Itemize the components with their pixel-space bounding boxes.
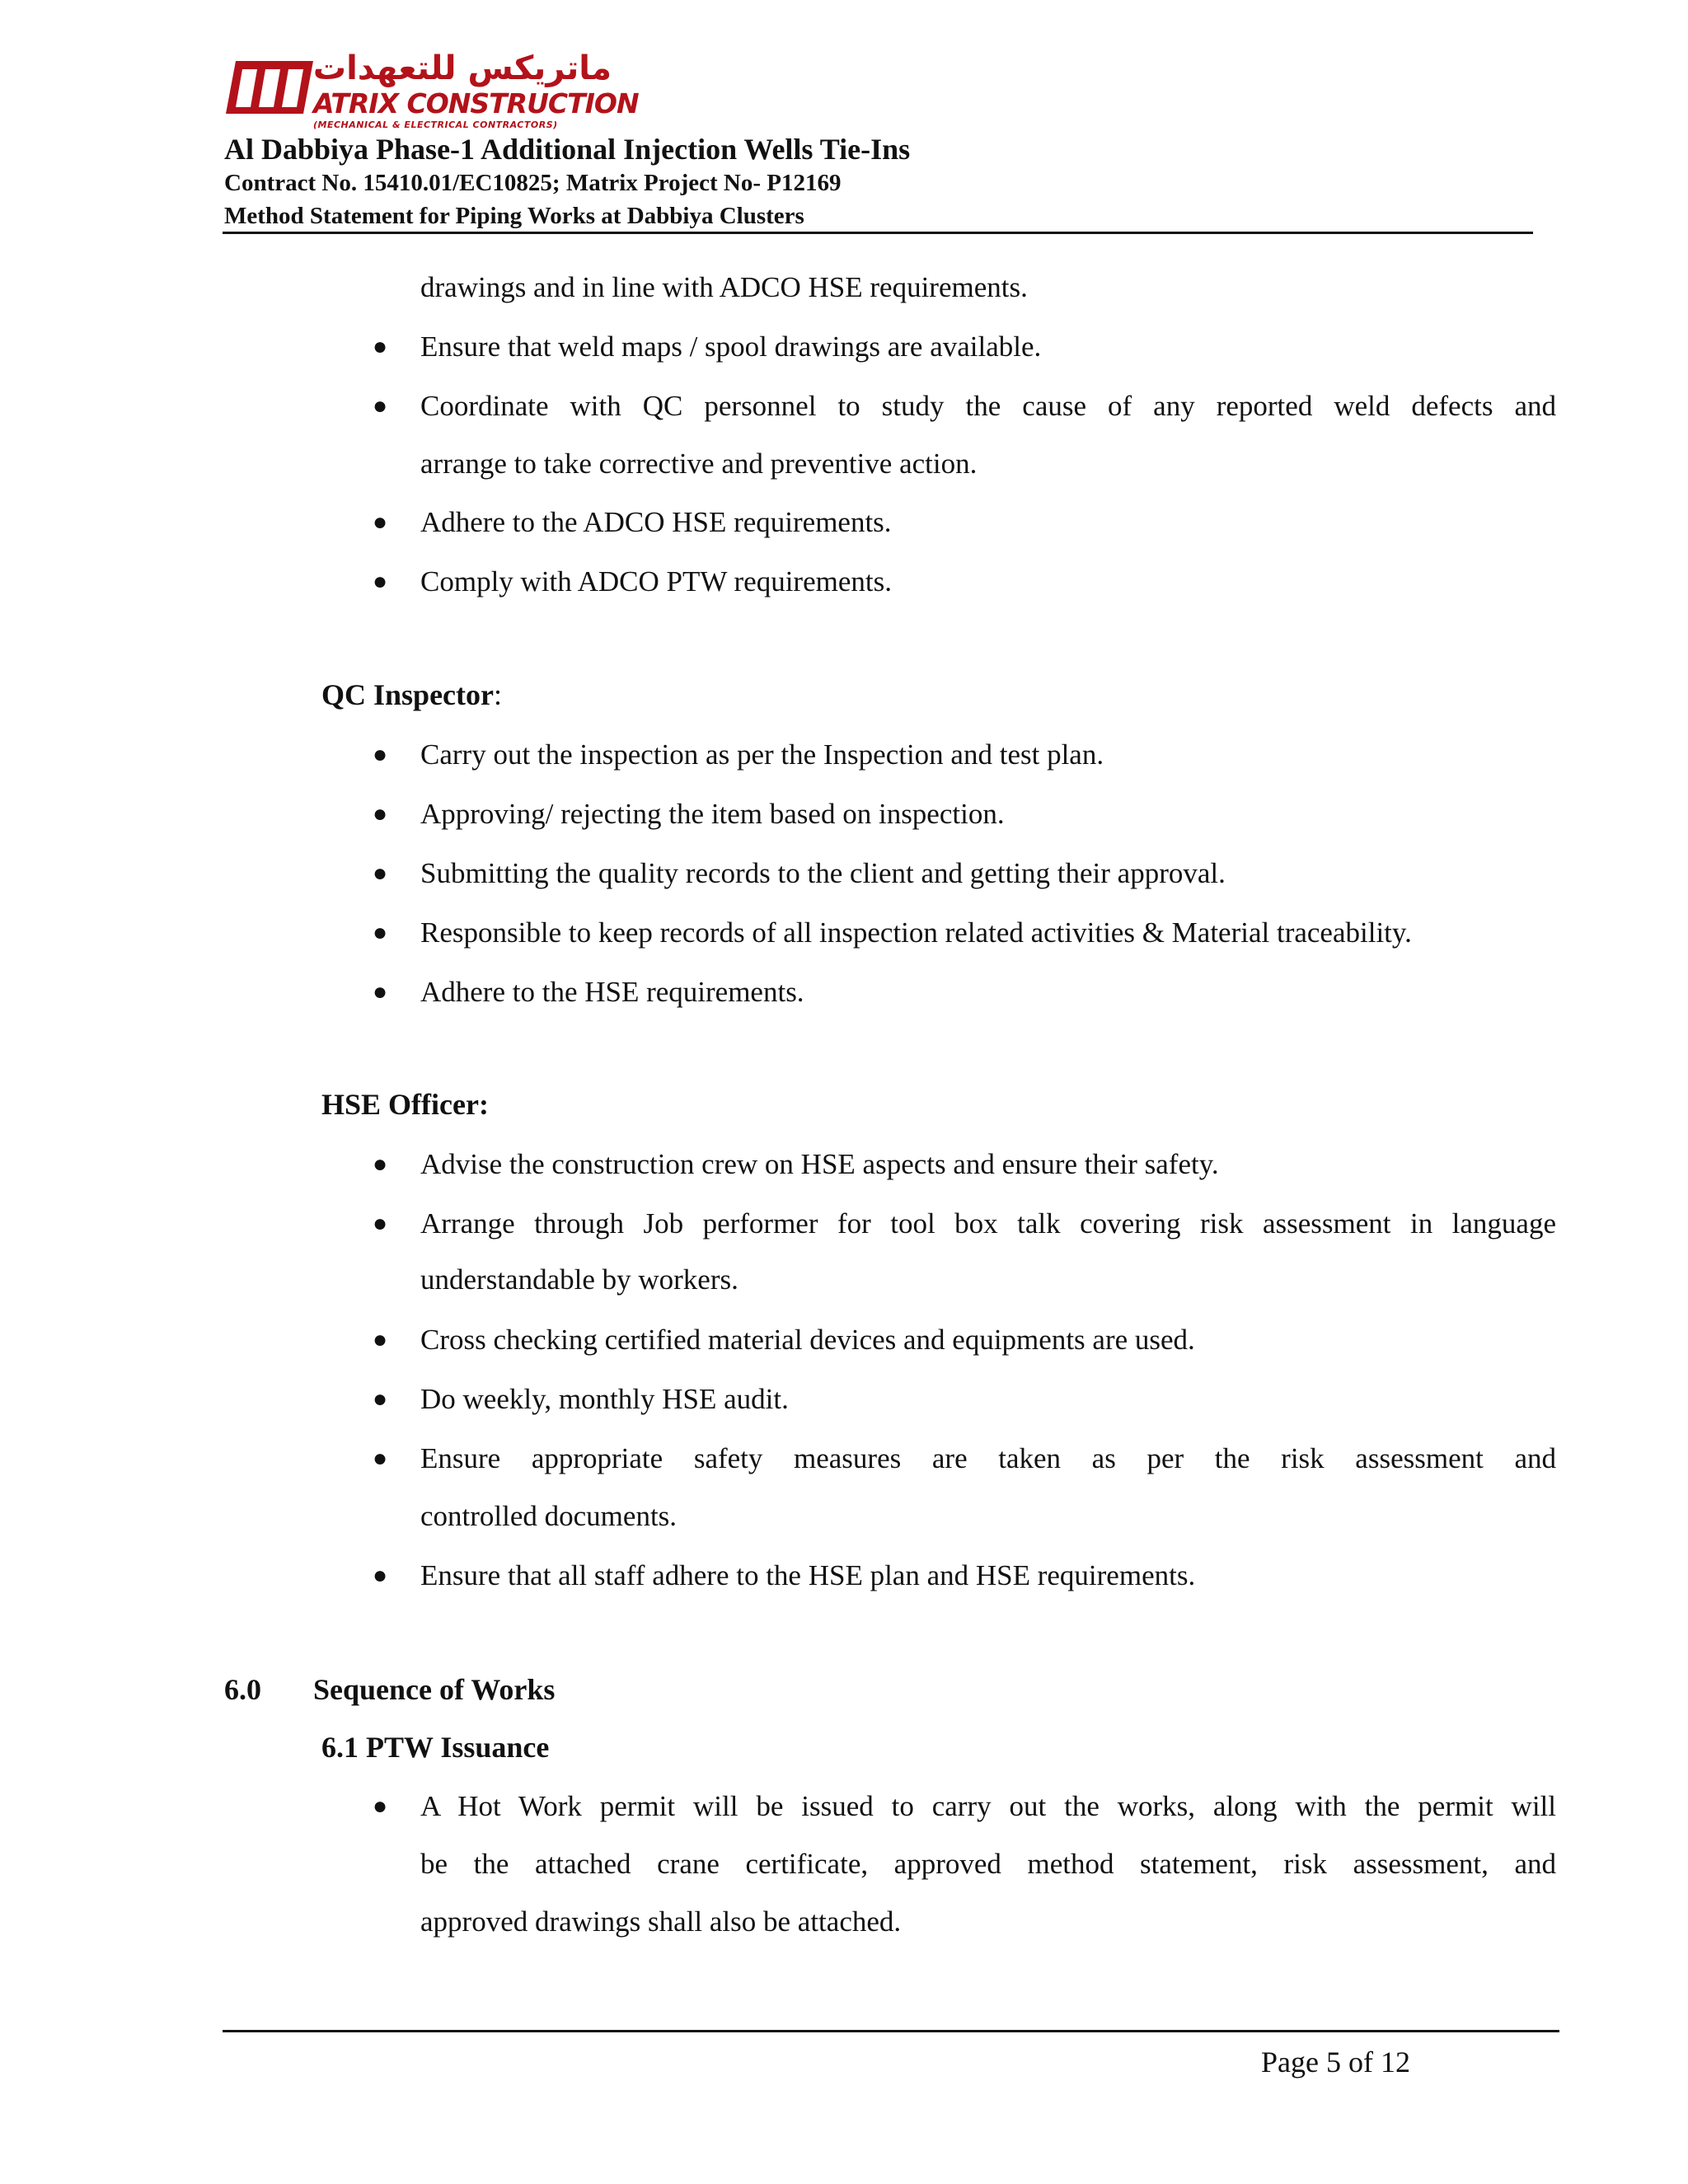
bullet-icon: ● bbox=[373, 800, 388, 827]
bullet-icon: ● bbox=[373, 1151, 388, 1178]
bullet-icon: ● bbox=[373, 1326, 388, 1353]
header-rule bbox=[223, 232, 1533, 234]
list-item: Submitting the quality records to the client and getting their approval. bbox=[420, 857, 1226, 889]
bullet-icon: ● bbox=[373, 1445, 388, 1472]
section-title: Sequence of Works bbox=[313, 1673, 556, 1706]
company-logo bbox=[224, 48, 639, 130]
bullet-icon: ● bbox=[373, 333, 388, 360]
logo-arabic-text: ماتريكس للتعهدات bbox=[312, 49, 612, 87]
contract-number: Contract No. 15410.01/EC10825; Matrix Project No- P12169 bbox=[224, 170, 842, 196]
bullet-icon: ● bbox=[373, 509, 388, 536]
list-item: Comply with ADCO PTW requirements. bbox=[420, 565, 892, 598]
list-item-continuation: approved drawings shall also be attached. bbox=[420, 1905, 902, 1938]
logo-brand-text: ATRIX CONSTRUCTION bbox=[313, 87, 639, 120]
list-item: Ensure that all staff adhere to the HSE plan and HSE requirements. bbox=[420, 1559, 1196, 1591]
document-subject: Method Statement for Piping Works at Dabbiya Clusters bbox=[224, 203, 804, 229]
bullet-icon: ● bbox=[373, 392, 388, 419]
list-item-continuation: controlled documents. bbox=[420, 1500, 678, 1532]
bullet-icon: ● bbox=[373, 1210, 388, 1237]
subsection-heading: 6.1 PTW Issuance bbox=[321, 1731, 550, 1764]
list-item-continuation: arrange to take corrective and preventive action. bbox=[420, 448, 978, 480]
bullet-icon: ● bbox=[373, 919, 388, 946]
list-item: Carry out the inspection as per the Inspection and test plan. bbox=[420, 738, 1104, 771]
qc-inspector-heading: QC Inspector: bbox=[321, 678, 503, 711]
bullet-icon: ● bbox=[373, 1562, 388, 1589]
list-item: Responsible to keep records of all inspection related activities & Material traceability. bbox=[420, 916, 1412, 949]
bullet-icon: ● bbox=[373, 568, 388, 595]
bullet-icon: ● bbox=[373, 978, 388, 1005]
list-item: Do weekly, monthly HSE audit. bbox=[420, 1383, 789, 1415]
bullet-icon: ● bbox=[373, 1385, 388, 1413]
list-item: Approving/ rejecting the item based on inspection. bbox=[420, 798, 1005, 830]
list-item: Coordinate with QC personnel to study the cause of any reported weld defects and bbox=[420, 390, 1556, 422]
list-item: Adhere to the HSE requirements. bbox=[420, 976, 804, 1008]
list-item: Advise the construction crew on HSE aspects and ensure their safety. bbox=[420, 1148, 1219, 1180]
continuation-text: drawings and in line with ADCO HSE requirements. bbox=[420, 271, 1028, 303]
logo-m-mark-icon bbox=[224, 54, 315, 120]
bullet-icon: ● bbox=[373, 860, 388, 887]
section-number: 6.0 bbox=[224, 1673, 261, 1706]
footer-rule bbox=[223, 2030, 1559, 2032]
hse-officer-heading: HSE Officer: bbox=[321, 1088, 489, 1121]
list-item: Cross checking certified material devices and equipments are used. bbox=[420, 1324, 1195, 1356]
bullet-icon: ● bbox=[373, 1793, 388, 1820]
list-item-continuation: understandable by workers. bbox=[420, 1263, 738, 1296]
logo-sub-text: (MECHANICAL & ELECTRICAL CONTRACTORS) bbox=[313, 120, 558, 130]
list-item: Adhere to the ADCO HSE requirements. bbox=[420, 506, 892, 538]
document-title: Al Dabbiya Phase-1 Additional Injection Wells Tie-Ins bbox=[224, 133, 911, 166]
list-item: Ensure appropriate safety measures are taken as per the risk assessment and bbox=[420, 1442, 1556, 1474]
list-item: A Hot Work permit will be issued to carry out the works, along with the permit will bbox=[420, 1790, 1556, 1822]
bullet-icon: ● bbox=[373, 741, 388, 768]
list-item-continuation: be the attached crane certificate, approved method statement, risk assessment, and bbox=[420, 1848, 1556, 1880]
list-item: Arrange through Job performer for tool box talk covering risk assessment in language bbox=[420, 1207, 1556, 1240]
list-item: Ensure that weld maps / spool drawings are available. bbox=[420, 330, 1042, 363]
page-number: Page 5 of 12 bbox=[1261, 2046, 1410, 2079]
